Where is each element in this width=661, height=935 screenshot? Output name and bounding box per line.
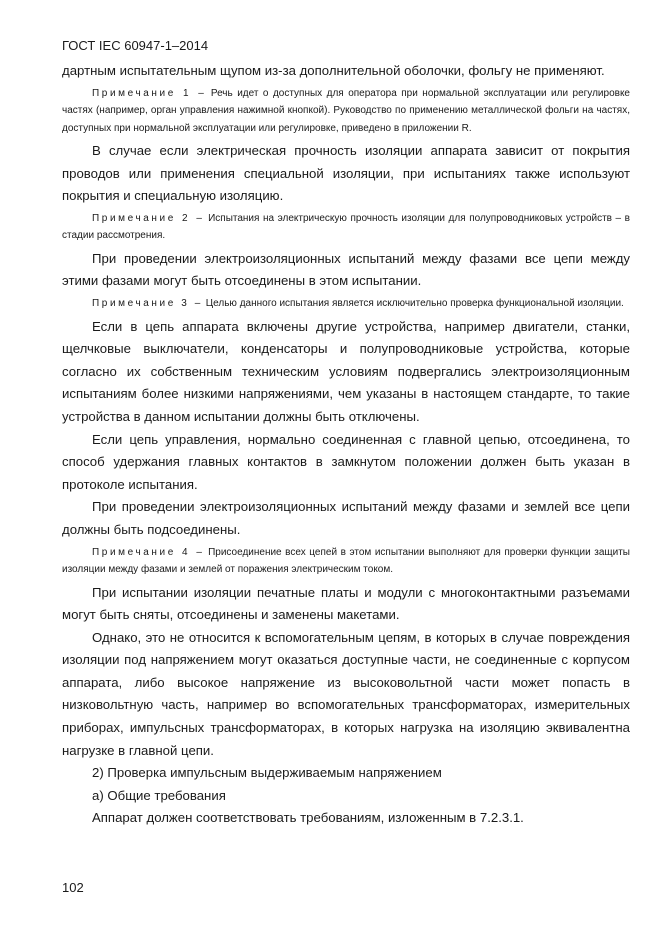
section-heading: 2) Проверка импульсным выдерживаемым напряжением (92, 765, 442, 781)
document-body (62, 60, 630, 830)
note-label: Примечание 1 – (92, 87, 207, 99)
note-paragraph (62, 210, 630, 245)
body-paragraph: Если цепь управления, нормально соединенная с главной цепью, отсоединена, то способ удержания главных контактов в замкнутом положении должен быть указан в протоколе испытания. (62, 431, 630, 492)
note-label: Примечание 3 – (92, 298, 203, 310)
body-paragraph: При испытании изоляции печатные платы и модули с многоконтактными разъемами могут быть сняты, отсоединены и заменены макетами. (62, 584, 630, 623)
note-label: Примечание 2 – (92, 212, 205, 224)
body-paragraph: Если в цепь аппарата включены другие устройства, например двигатели, станки, щелчковые выключатели, конденсаторы и полупроводниковые устройства, которые согласно их собственным техническим условиям подвергались электроизоляционным испытаниям более низкими напряжениями, чем указаны в настоящем стандарте, то такие устройства в данном испытании должны быть отключены. (62, 318, 630, 424)
body-paragraph: В случае если электрическая прочность изоляции аппарата зависит от покрытия проводов или применения специальной изоляции, при испытаниях также используют покрытия и специальную изоляцию. (62, 143, 630, 204)
note-text: Испытания на электрическую прочность изоляции для полупроводниковых устройств – в стадии рассмотрения. (62, 212, 630, 242)
body-paragraph: Аппарат должен соответствовать требованиям, изложенным в 7.2.3.1. (92, 810, 524, 826)
body-paragraph: дартным испытательным щупом из-за дополнительной оболочки, фольгу не применяют. (62, 63, 605, 78)
note-label: Примечание 4 – (92, 546, 205, 558)
subsection-heading: а) Общие требования (92, 787, 226, 803)
note-text: Присоединение всех цепей в этом испытании выполняют для проверки функции защиты изоляции между фазами и землей от поражения электрическим током. (62, 546, 630, 575)
body-paragraph: При проведении электроизоляционных испытаний между фазами и землей все цепи должны быть подсоединены. (62, 499, 630, 537)
note-paragraph (62, 544, 630, 579)
note-paragraph (62, 85, 630, 138)
document-header: ГОСТ IEC 60947-1–2014 (62, 38, 209, 53)
note-paragraph (62, 295, 630, 313)
note-text: Речь идет о доступных для оператора при нормальной эксплуатации или регулировке частях (например, орган управления нажимной кнопкой). Руководство по применению металлической фольги на частях, доступных при нормальной эксплуатации или регулировке, приведено в приложении R. (62, 87, 630, 134)
body-paragraph: При проведении электроизоляционных испытаний между фазами все цепи между этими фазами могут быть отсоединены в этом испытании. (62, 250, 630, 289)
page-number: 102 (62, 880, 84, 895)
body-paragraph: Однако, это не относится к вспомогательным цепям, в которых в случае повреждения изоляции под напряжением могут оказаться доступные части, не соединенные с корпусом аппарата, либо высокое напряжение из высоковольтной части может попасть в низковольтную часть, например во вспомогательных трансформаторах, измерительных приборах, импульсных трансформаторах, в которых нагрузка на изоляцию эквивалентна нагрузке в главной цепи. (62, 629, 630, 758)
note-text: Целью данного испытания является исключительно проверка функциональной изоляции. (202, 298, 624, 310)
